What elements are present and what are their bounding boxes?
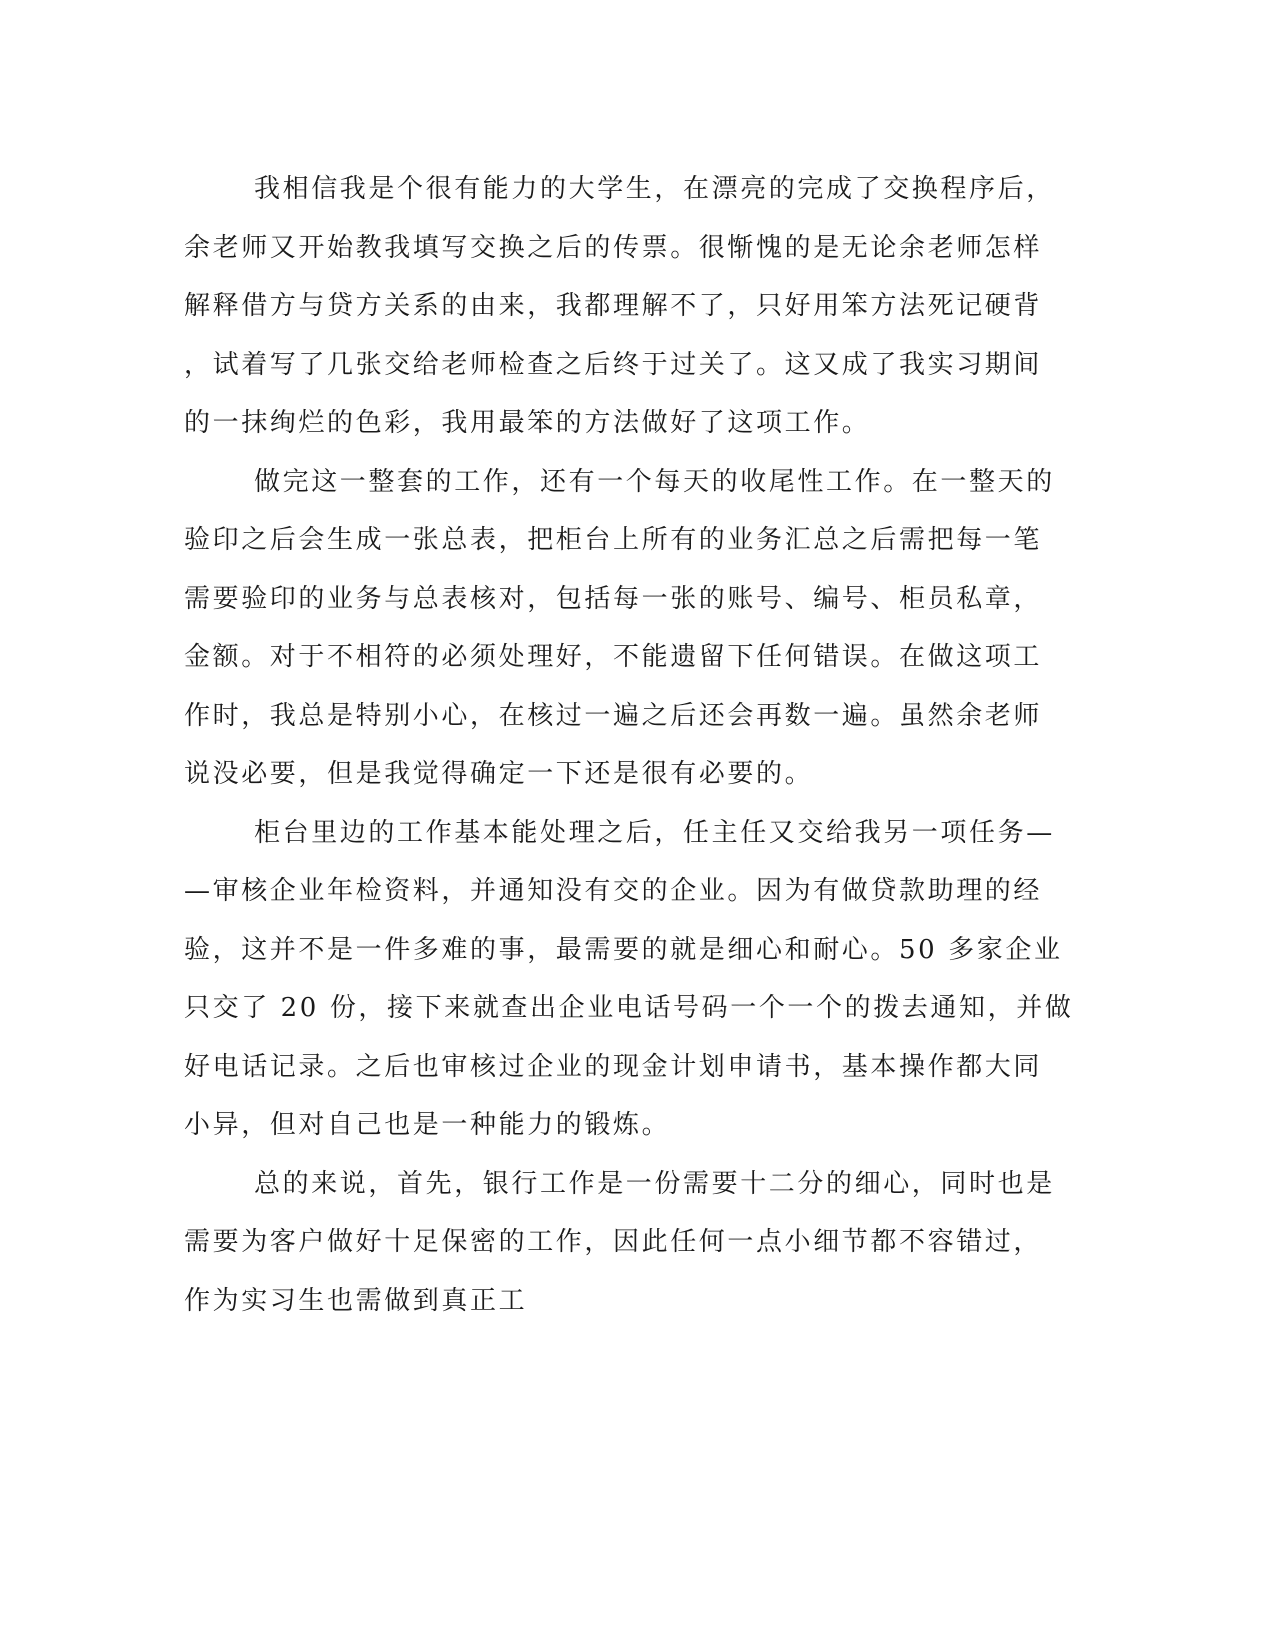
text-line: 余老师又开始教我填写交换之后的传票。很惭愧的是无论余老师怎样 (184, 232, 1043, 263)
text-line: —审核企业年检资料，并通知没有交的企业。因为有做贷款助理的经 (184, 876, 1043, 906)
text-line: 金额。对于不相符的必须处理好，不能遗留下任何错误。在做这项工 (184, 642, 1043, 672)
text-line: 小异，但对自己也是一种能力的锻炼。 (184, 1110, 671, 1140)
paragraph (184, 1155, 1055, 1331)
text-line: 需要验印的业务与总表核对，包括每一张的账号、编号、柜员私章， (184, 583, 1043, 614)
text-line: 只交了 20 份，接下来就查出企业电话号码一个一个的拨去通知，并做 (184, 993, 1074, 1023)
text-line: 验，这并不是一件多难的事，最需要的就是细心和耐心。50 多家企业 (184, 934, 1063, 965)
text-line: 做完这一整套的工作，还有一个每天的收尾性工作。在一整天的 (254, 466, 1055, 497)
paragraph (184, 804, 1074, 1155)
paragraph (184, 453, 1055, 804)
text-line: 的一抹绚烂的色彩，我用最笨的方法做好了这项工作。 (184, 408, 871, 438)
text-line: 好电话记录。之后也审核过企业的现金计划申请书，基本操作都大同 (184, 1051, 1043, 1082)
text-line: 验印之后会生成一张总表，把柜台上所有的业务汇总之后需把每一笔 (184, 525, 1043, 555)
text-line: 总的来说，首先，银行工作是一份需要十二分的细心，同时也是 (254, 1168, 1055, 1199)
text-line: 解释借方与贷方关系的由来，我都理解不了，只好用笨方法死记硬背 (184, 291, 1043, 321)
paragraph (184, 160, 1055, 453)
text-line: 作时，我总是特别小心，在核过一遍之后还会再数一遍。虽然余老师 (184, 700, 1043, 731)
text-line: ，试着写了几张交给老师检查之后终于过关了。这又成了我实习期间 (184, 349, 1043, 380)
text-line: 柜台里边的工作基本能处理之后，任主任又交给我另一项任务— (254, 817, 1055, 848)
text-line: 我相信我是个很有能力的大学生，在漂亮的完成了交换程序后， (254, 174, 1055, 204)
text-line: 作为实习生也需做到真正工 (184, 1285, 528, 1316)
text-line: 说没必要，但是我觉得确定一下还是很有必要的。 (184, 759, 814, 789)
text-line: 需要为客户做好十足保密的工作，因此任何一点小细节都不容错过， (184, 1227, 1043, 1257)
document-body (184, 160, 1074, 1330)
